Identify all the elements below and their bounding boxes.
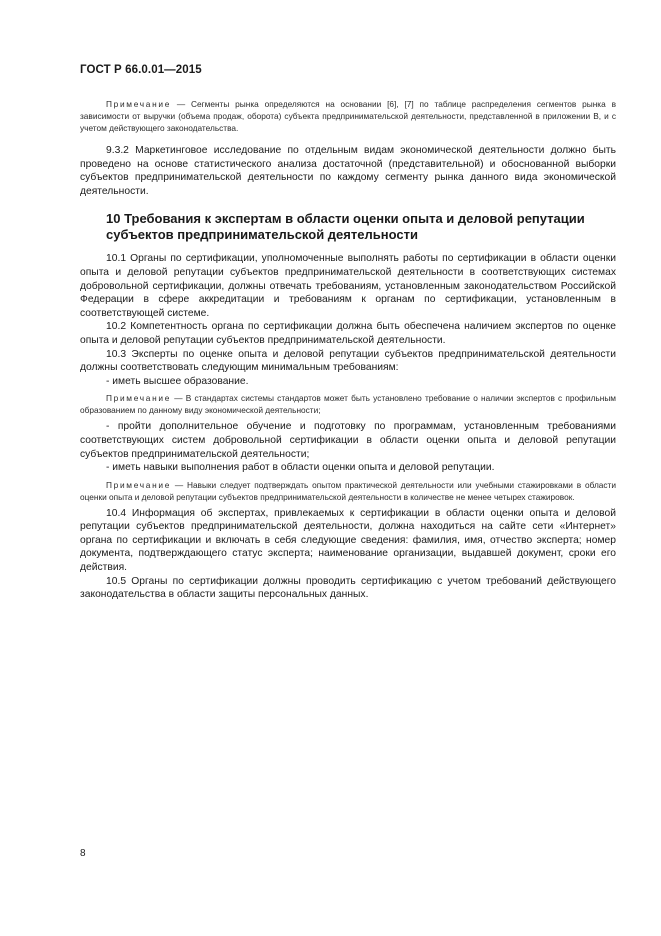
paragraph-10-2: 10.2 Компетентность органа по сертификации должна быть обеспечена наличием экспертов по оценке опыта и деловой репутации субъектов предпринимательской деятельности. <box>80 321 616 346</box>
document-header: ГОСТ Р 66.0.01—2015 <box>80 64 202 76</box>
requirement-skills: - иметь навыки выполнения работ в области оценки опыта и деловой репутации. <box>106 462 495 474</box>
note-skills <box>80 479 616 503</box>
section-10-heading: 10 Требования к экспертам в области оценки опыта и деловой репутации субъектов предпринимательской деятельности <box>106 211 585 243</box>
paragraph-10-3: 10.3 Эксперты по оценке опыта и деловой репутации субъектов предпринимательской деятельности должны соответствовать следующим минимальным требованиям: <box>80 348 616 374</box>
paragraph-10-4: 10.4 Информация об экспертах, привлекаемых к сертификации в области оценки опыта и деловой репутации субъектов предпринимательской деятельности, должна находиться на сайте сети «Интернет» органа по сертификации и включать в себя следующие сведения: фамилия, имя, отчество эксперта; номер документа, подтверждающего статус эксперта; наименование организации, выдавшей документ, сроки его действия. <box>80 507 616 574</box>
note-text: — Сегменты рынка определяются на основании [6], [7] по таблице распределения сегментов рынка в зависимости от выручки (объема продаж, оборота) субъекта предпринимательской деятельности, представленной в приложении В, и с учетом действующего законодательства. <box>80 99 616 133</box>
requirement-training: - пройти дополнительное обучение и подготовку по программам, установленным требованиями соответствующих систем добровольной сертификации в области оценки опыта и деловой репутации субъектов предпринимательской деятельности; <box>80 421 616 460</box>
page-number: 8 <box>80 848 86 859</box>
paragraph-9-3-2: 9.3.2 Маркетинговое исследование по отдельным видам экономической деятельности должно быть проведено на основе статистического анализа достаточной (представительной) и обоснованной выборки субъектов предпринимательской деятельности по каждому сегменту рынка данного вида экономической деятельности. <box>80 145 616 197</box>
note-label: Примечание <box>106 393 172 404</box>
paragraph-10-5: 10.5 Органы по сертификации должны проводить сертификацию с учетом требований действующего законодательства в области защиты персональных данных. <box>80 575 616 601</box>
requirement-higher-education: - иметь высшее образование. <box>106 375 249 387</box>
note-text: — Навыки следует подтверждать опытом практической деятельности или учебными стажировками в области оценки опыта и деловой репутации субъектов предпринимательской деятельности в количестве не менее четырех стажировок. <box>80 479 616 502</box>
note-text: — В стандартах системы стандартов может быть установлено требование о наличии экспертов с профильным образованием по данному виду экономической деятельности; <box>80 393 616 416</box>
document-body <box>80 98 616 602</box>
note-segments <box>80 98 616 134</box>
note-label: Примечание <box>106 99 172 109</box>
note-education <box>80 392 616 416</box>
paragraph-10-1: 10.1 Органы по сертификации, уполномоченные выполнять работы по сертификации в области оценки опыта и деловой репутации субъектов предпринимательской деятельности в соответствующих системах добровольной сертификации, должны отвечать требованиям, установленным законодательством Российской Федерации в сфере аккредитации и требованиям к органам по сертификации, установленным в соответствующей системе. <box>80 253 616 319</box>
note-label: Примечание <box>106 479 172 490</box>
